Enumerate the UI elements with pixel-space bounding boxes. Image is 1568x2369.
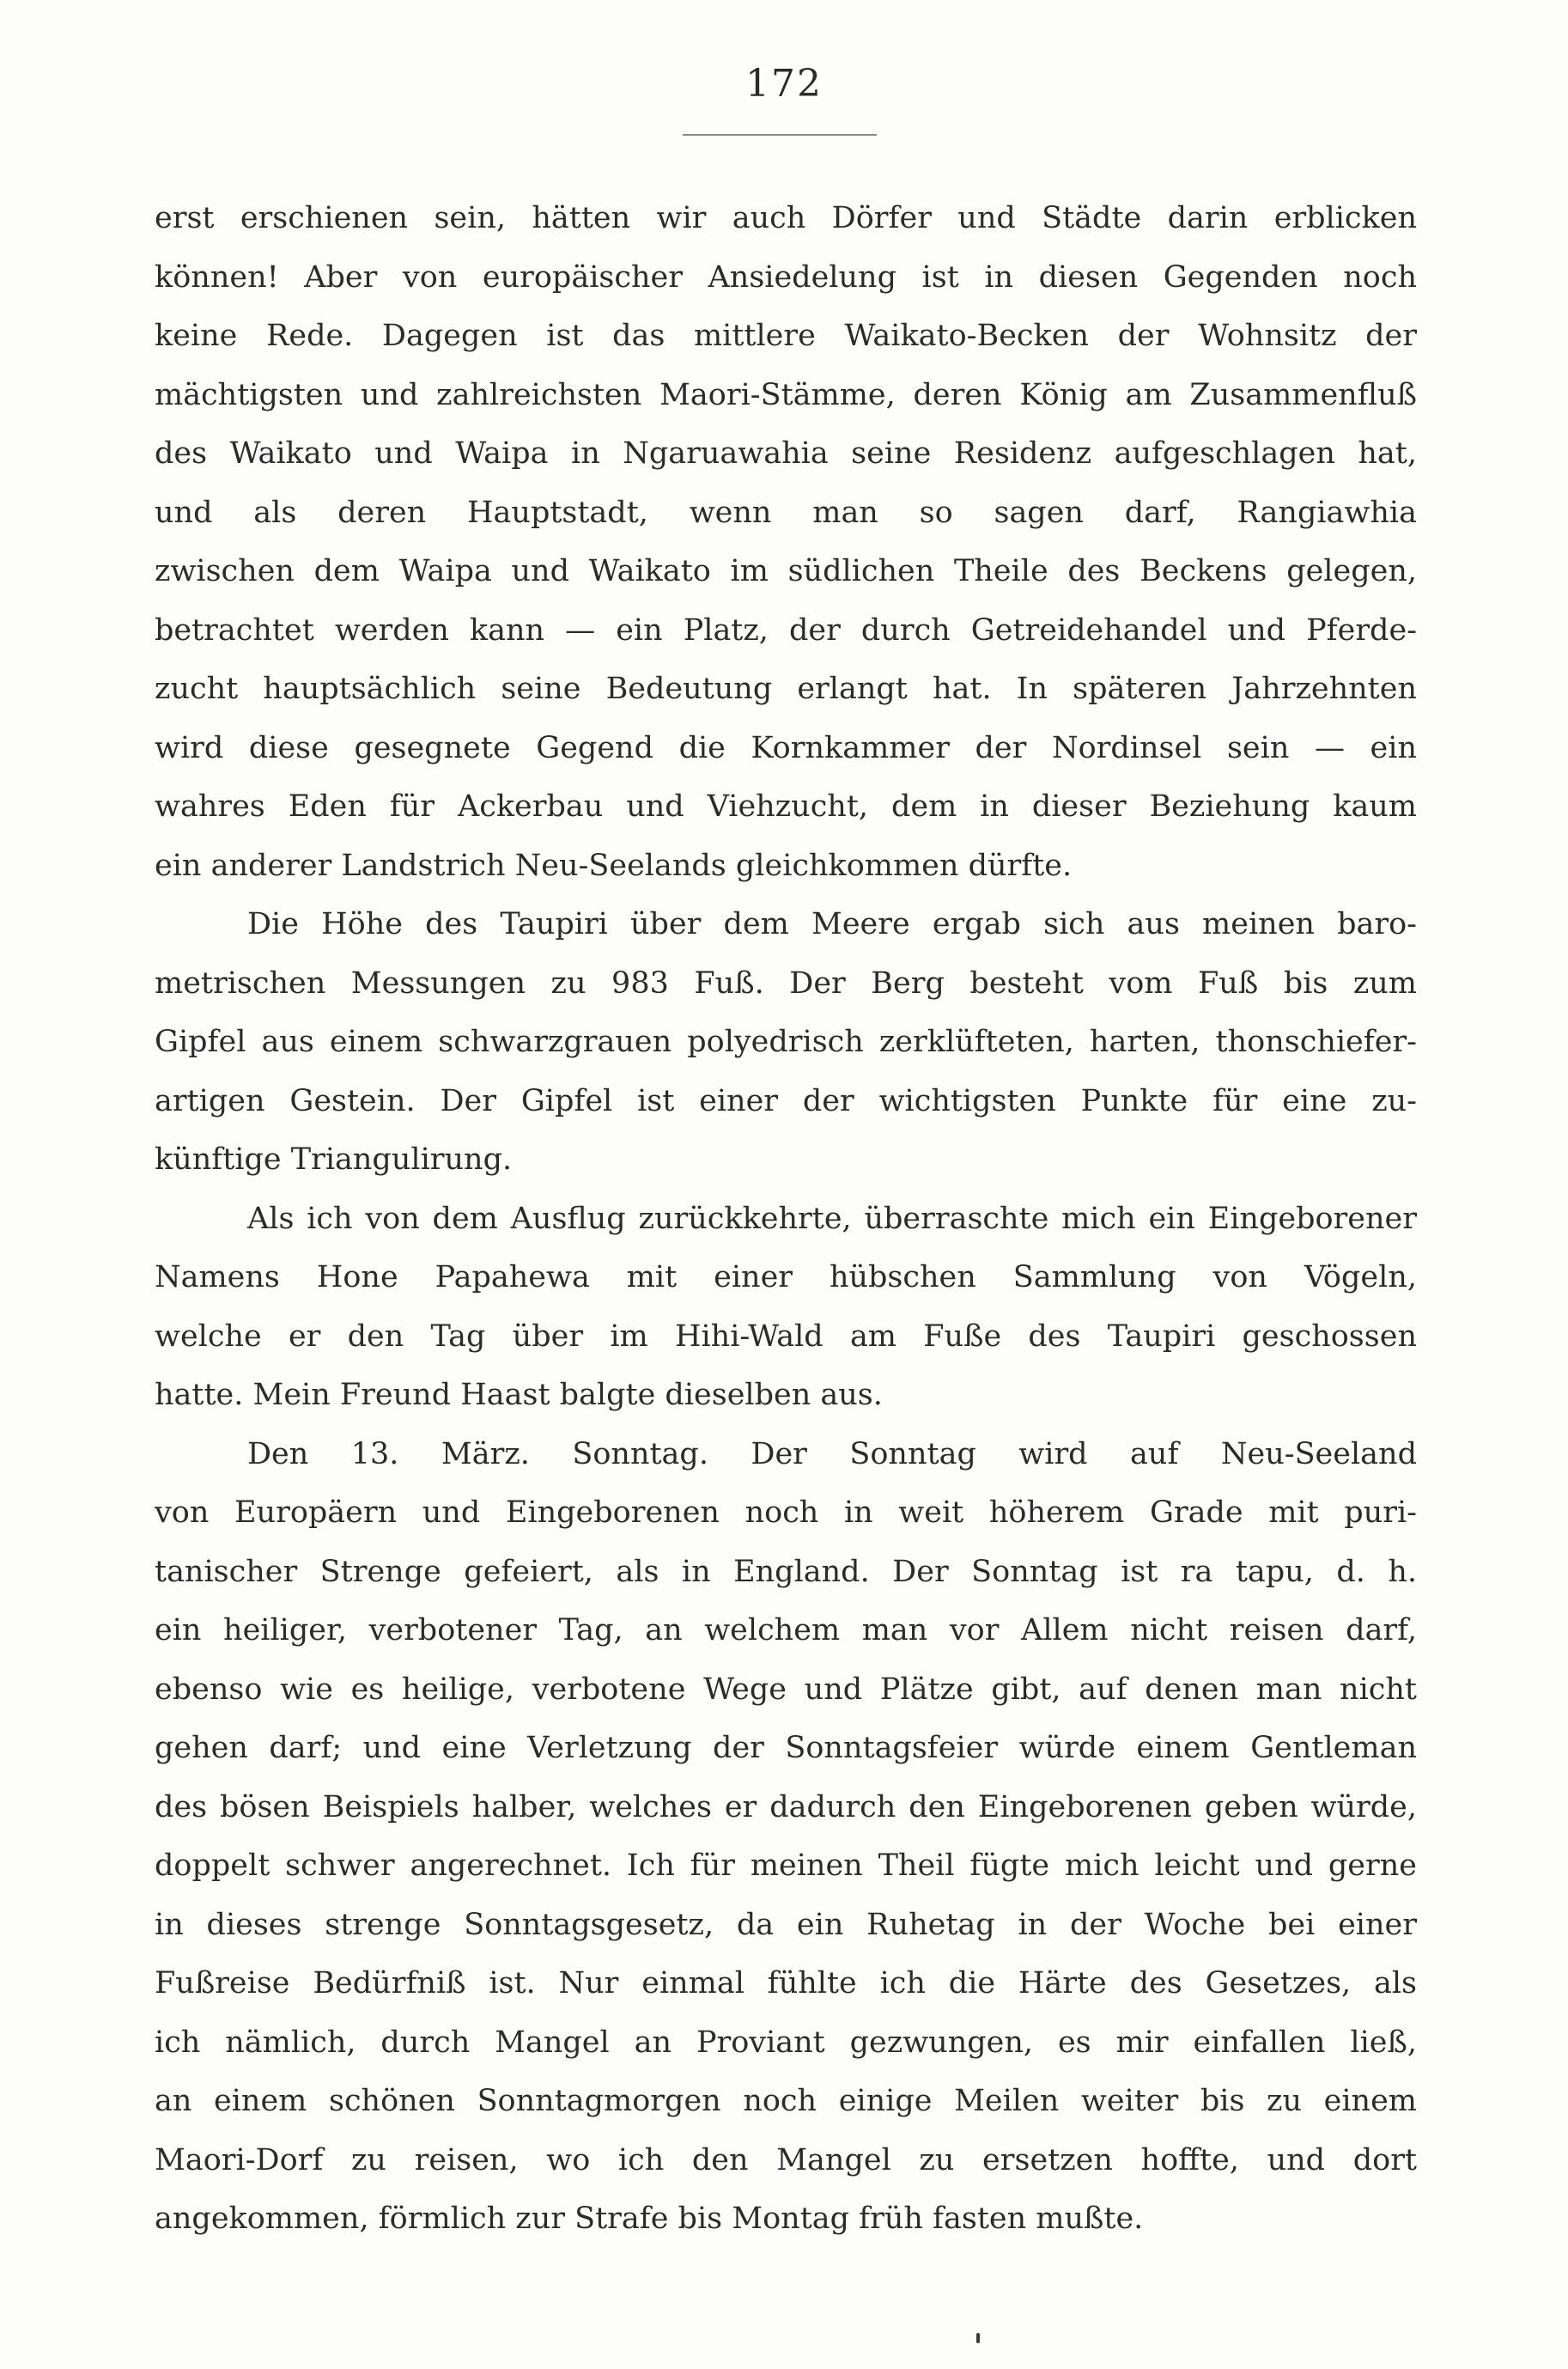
text-line: in dieses strenge Sonntagsgesetz, da ein Ruhetag in der Woche bei einer [155,1907,1417,1942]
text-line: keine Rede. Dagegen ist das mittlere Waikato-Becken der Wohnsitz der [155,319,1417,353]
text-line: ein heiliger, verbotener Tag, an welchem man vor Allem nicht reisen darf, [155,1613,1417,1647]
text-line: Die Höhe des Taupiri über dem Meere ergab sich aus meinen baro- [247,907,1417,941]
text-line: tanischer Strenge gefeiert, als in England. Der Sonntag ist ra tapu, d. h. [155,1554,1417,1589]
page-number: 172 [745,62,823,106]
text-line: und als deren Hauptstadt, wenn man so sagen darf, Rangiawhia [155,495,1417,530]
text-line: ebenso wie es heilige, verbotene Wege und Plätze gibt, auf denen man nicht [155,1672,1417,1707]
text-line: angekommen, förmlich zur Strafe bis Montag früh fasten mußte. [155,2202,1144,2236]
text-line: Fußreise Bedürfniß ist. Nur einmal fühlte ich die Härte des Gesetzes, als [155,1966,1417,2001]
text-line: wird diese gesegnete Gegend die Kornkammer der Nordinsel sein — ein [155,730,1417,765]
text-line: an einem schönen Sonntagmorgen noch einige Meilen weiter bis zu einem [155,2084,1417,2118]
text-line: künftige Triangulirung. [155,1142,513,1177]
text-line: artigen Gestein. Der Gipfel ist einer der wichtigsten Punkte für eine zu- [155,1083,1417,1118]
text-line: Als ich von dem Ausflug zurückkehrte, überraschte mich ein Eingeborener [247,1201,1417,1236]
text-line: zwischen dem Waipa und Waikato im südlichen Theile des Beckens gelegen, [155,554,1417,588]
text-line: zucht hauptsächlich seine Bedeutung erlangt hat. In späteren Jahrzehnten [155,672,1417,706]
text-line: wahres Eden für Ackerbau und Viehzucht, dem in dieser Beziehung kaum [155,789,1417,824]
text-line: doppelt schwer angerechnet. Ich für meinen Theil fügte mich leicht und gerne [155,1848,1417,1883]
text-line: gehen darf; und eine Verletzung der Sonntagsfeier würde einem Gentleman [155,1731,1417,1765]
text-line: können! Aber von europäischer Ansiedelung ist in diesen Gegenden noch [155,259,1417,295]
printer-mark [976,2333,980,2343]
text-line: hatte. Mein Freund Haast balgte dieselben aus. [155,1378,883,1412]
text-line: Gipfel aus einem schwarzgrauen polyedrisch zerklüfteten, harten, thonschiefer- [155,1025,1417,1059]
text-line: Maori-Dorf zu reisen, wo ich den Mangel zu ersetzen hoffte, und dort [155,2142,1417,2177]
header-rule [683,134,877,136]
text-line: metrischen Messungen zu 983 Fuß. Der Berg besteht vom Fuß bis zum [155,965,1417,1001]
text-line: von Europäern und Eingeborenen noch in weit höherem Grade mit puri- [155,1495,1417,1530]
text-line: betrachtet werden kann — ein Platz, der durch Getreidehandel und Pferde- [155,612,1417,648]
text-line: mächtigsten und zahlreichsten Maori-Stämme, deren König am Zusammenfluß [155,377,1417,412]
text-line: erst erschienen sein, hätten wir auch Dörfer und Städte darin erblicken [155,201,1417,235]
text-line: des Waikato und Waipa in Ngaruawahia seine Residenz aufgeschlagen hat, [155,436,1417,471]
text-line: des bösen Beispiels halber, welches er dadurch den Eingeborenen geben würde, [155,1789,1417,1824]
text-line: Den 13. März. Sonntag. Der Sonntag wird auf Neu-Seeland [247,1436,1417,1471]
text-line: Namens Hone Papahewa mit einer hübschen Sammlung von Vögeln, [155,1260,1417,1294]
text-line: ein anderer Landstrich Neu-Seelands gleichkommen dürfte. [155,848,1073,883]
body-text [155,189,1417,2249]
text-line: ich nämlich, durch Mangel an Proviant gezwungen, es mir einfallen ließ, [155,2025,1417,2060]
text-line: welche er den Tag über im Hihi-Wald am Fuße des Taupiri geschossen [155,1318,1417,1354]
